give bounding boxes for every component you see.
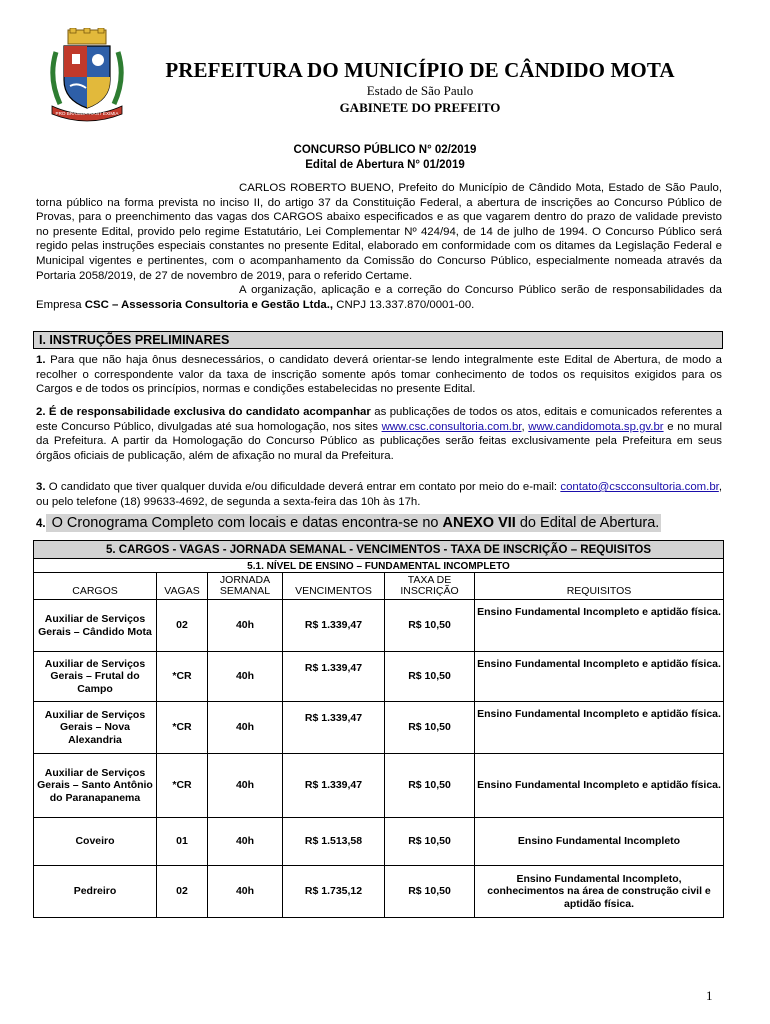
instruction-3 [36,480,722,509]
document-title [0,143,770,173]
cell-jornada: 40h [208,818,283,866]
cell-taxa: R$ 10,50 [385,652,475,702]
header-jornada-line2: SEMANAL [219,585,271,597]
page-number: 1 [706,988,713,1003]
cell-vagas: 02 [157,600,208,652]
municipality-website-link[interactable]: www.candidomota.sp.gv.br [528,420,664,433]
municipal-crest-icon [46,28,128,122]
table-header-row [34,573,724,600]
header-requisitos: REQUISITOS [475,573,724,600]
item-text: do Edital de Abertura. [515,515,660,531]
cell-jornada: 40h [208,702,283,754]
cell-taxa: R$ 10,50 [385,754,475,818]
municipality-title: PREFEITURA DO MUNICÍPIO DE CÂNDIDO MOTA [165,58,675,82]
table-row [34,600,724,652]
annex-reference: ANEXO VII [442,515,516,531]
table-row [34,818,724,866]
company-name: CSC – Assessoria Consultoria e Gestão Ltda., [84,298,334,311]
header-taxa-line1: TAXA DE [407,574,452,586]
cell-jornada: 40h [208,866,283,918]
cell-cargo: Coveiro [34,818,157,866]
schedule-highlight [46,514,662,532]
header-taxa-line2: INSCRIÇÃO [400,585,459,597]
cell-cargo: Auxiliar de Serviços Gerais – Cândido Mota [34,600,157,652]
organization-paragraph [36,283,722,312]
cell-cargo: Pedreiro [34,866,157,918]
cell-cargo: Auxiliar de Serviços Gerais – Nova Alexandria [34,702,157,754]
edital-number: Edital de Abertura N° 01/2019 [305,159,465,171]
table-row [34,866,724,918]
cell-requisitos: Ensino Fundamental Incompleto e aptidão física. [475,652,724,702]
header-vagas: VAGAS [157,573,208,600]
cell-taxa: R$ 10,50 [385,866,475,918]
table-row [34,702,724,754]
contest-number: CONCURSO PÚBLICO N° 02/2019 [293,144,477,156]
contact-email-link[interactable]: contato@cscconsultoria.com.br [560,481,719,493]
cell-cargo: Auxiliar de Serviços Gerais – Frutal do Campo [34,652,157,702]
cell-taxa: R$ 10,50 [385,600,475,652]
item-text: e no mural da Prefeitura. A partir da Homologação do Concurso Público as publicações serão feitas exclusivamente pela Prefeitura em seus órgãos oficiais de publicação, além de afixação no mural da Prefeitura. [36,420,722,462]
cell-jornada: 40h [208,754,283,818]
item-text: Para que não haja ônus desnecessários, o candidato deverá orientar-se lendo integralmente este Edital de Abertura, de modo a recolher o correspondente valor da taxa de inscrição somente após tomar conhecimento de todos os requisitos exigidos para os Cargos e de todos os princípios, normas e condições estabelecidas no presente Edital. [36,354,722,396]
csc-website-link[interactable]: www.csc.consultoria.com.br [381,420,522,433]
cell-vagas: *CR [157,702,208,754]
intro-paragraph: CARLOS ROBERTO BUENO, Prefeito do Município de Cândido Mota, Estado de São Paulo, torna público na forma prevista no inciso II, do artigo 37 da Constituição Federal, a abertura de inscrições ao Concurso Público de Provas, para o preenchimento das vagas dos CARGOS abaixo especificados e as que vagarem dentro do prazo de validade previsto no presente Edital, provido pelo regime Estatutário, Lei Complementar Nº 424/94, de 14 de julho de 1994. O Concurso Público será regido pelas instruções especiais constantes no presente Edital, elaborado em conformidade com os ditames da Legislação Federal e Municipal vigentes e pertinentes, com o acompanhamento da Comissão do Concurso Público, especialmente nomeada através da Portaria 2058/2019, de 27 de novembro de 2019, para o referido Certame. [36,182,722,282]
cell-cargo: Auxiliar de Serviços Gerais – Santo Antônio do Paranapanema [34,754,157,818]
item-number: 4. [36,518,46,530]
letterhead [0,14,770,114]
item-text: O Cronograma Completo com locais e datas encontra-se no [47,515,443,531]
cell-vagas: 01 [157,818,208,866]
table-caption: 5. CARGOS - VAGAS - JORNADA SEMANAL - VENCIMENTOS - TAXA DE INSCRIÇÃO – REQUISITOS [34,541,724,559]
cell-vagas: *CR [157,652,208,702]
item-emphasis: É de responsabilidade exclusiva do candidato acompanhar [45,406,371,418]
item-text: as publicações de todos os atos, editais e comunicados referentes a este Concurso Público, divulgadas até sua homologação, nos sites [36,406,722,433]
positions-table-wrapper [33,540,723,918]
cell-taxa: R$ 10,50 [385,702,475,754]
cell-vencimentos: R$ 1.735,12 [283,866,385,918]
cell-requisitos: Ensino Fundamental Incompleto [475,818,724,866]
header-jornada [208,573,283,600]
organization-text: A organização, aplicação e a correção do Concurso Público serão de responsabilidades da Empresa [36,284,722,311]
table-row [34,652,724,702]
item-text: O candidato que tiver qualquer duvida e/ou dificuldade deverá entrar em contato por meio do e-mail: [45,481,561,493]
intro-block [36,181,722,312]
header-vencimentos: VENCIMENTOS [283,573,385,600]
cell-vencimentos: R$ 1.513,58 [283,818,385,866]
table-row [34,754,724,818]
header-cargos: CARGOS [34,573,157,600]
cell-requisitos: Ensino Fundamental Incompleto e aptidão física. [475,754,724,818]
cell-requisitos: Ensino Fundamental Incompleto e aptidão física. [475,600,724,652]
instruction-1 [36,353,722,397]
table-subcaption: 5.1. NÍVEL DE ENSINO – FUNDAMENTAL INCOMPLETO [34,559,724,573]
cell-jornada: 40h [208,652,283,702]
instruction-4 [36,515,726,531]
cell-taxa: R$ 10,50 [385,818,475,866]
state-name: Estado de São Paulo [366,83,474,98]
cell-vagas: *CR [157,754,208,818]
cell-vencimentos: R$ 1.339,47 [283,754,385,818]
cell-requisitos: Ensino Fundamental Incompleto e aptidão física. [475,702,724,754]
cell-vencimentos: R$ 1.339,47 [283,600,385,652]
cell-jornada: 40h [208,600,283,652]
item-text: , [521,420,529,433]
item-number: 1. [36,354,46,366]
instruction-2 [36,405,722,463]
office-name: GABINETE DO PREFEITO [339,100,501,115]
header-jornada-line1: JORNADA [219,574,271,586]
company-cnpj: CNPJ 13.337.870/0001-00. [333,298,475,311]
cell-vagas: 02 [157,866,208,918]
crest-motto: PRO BRASILIA FIANT EXIMIA [55,111,119,116]
cell-vencimentos: R$ 1.339,47 [283,652,385,702]
cell-vencimentos: R$ 1.339,47 [283,702,385,754]
item-number: 3. [36,481,46,493]
item-number: 2. [36,406,46,418]
item-text: , ou pelo telefone (18) 99633-4692, de segunda a sexta-feira das 10h às 17h. [36,481,722,508]
section-heading: I. INSTRUÇÕES PRELIMINARES [33,331,723,349]
header-taxa [385,573,475,600]
positions-table [33,540,724,918]
cell-requisitos: Ensino Fundamental Incompleto, conhecimentos na área de construção civil e aptidão física. [475,866,724,918]
